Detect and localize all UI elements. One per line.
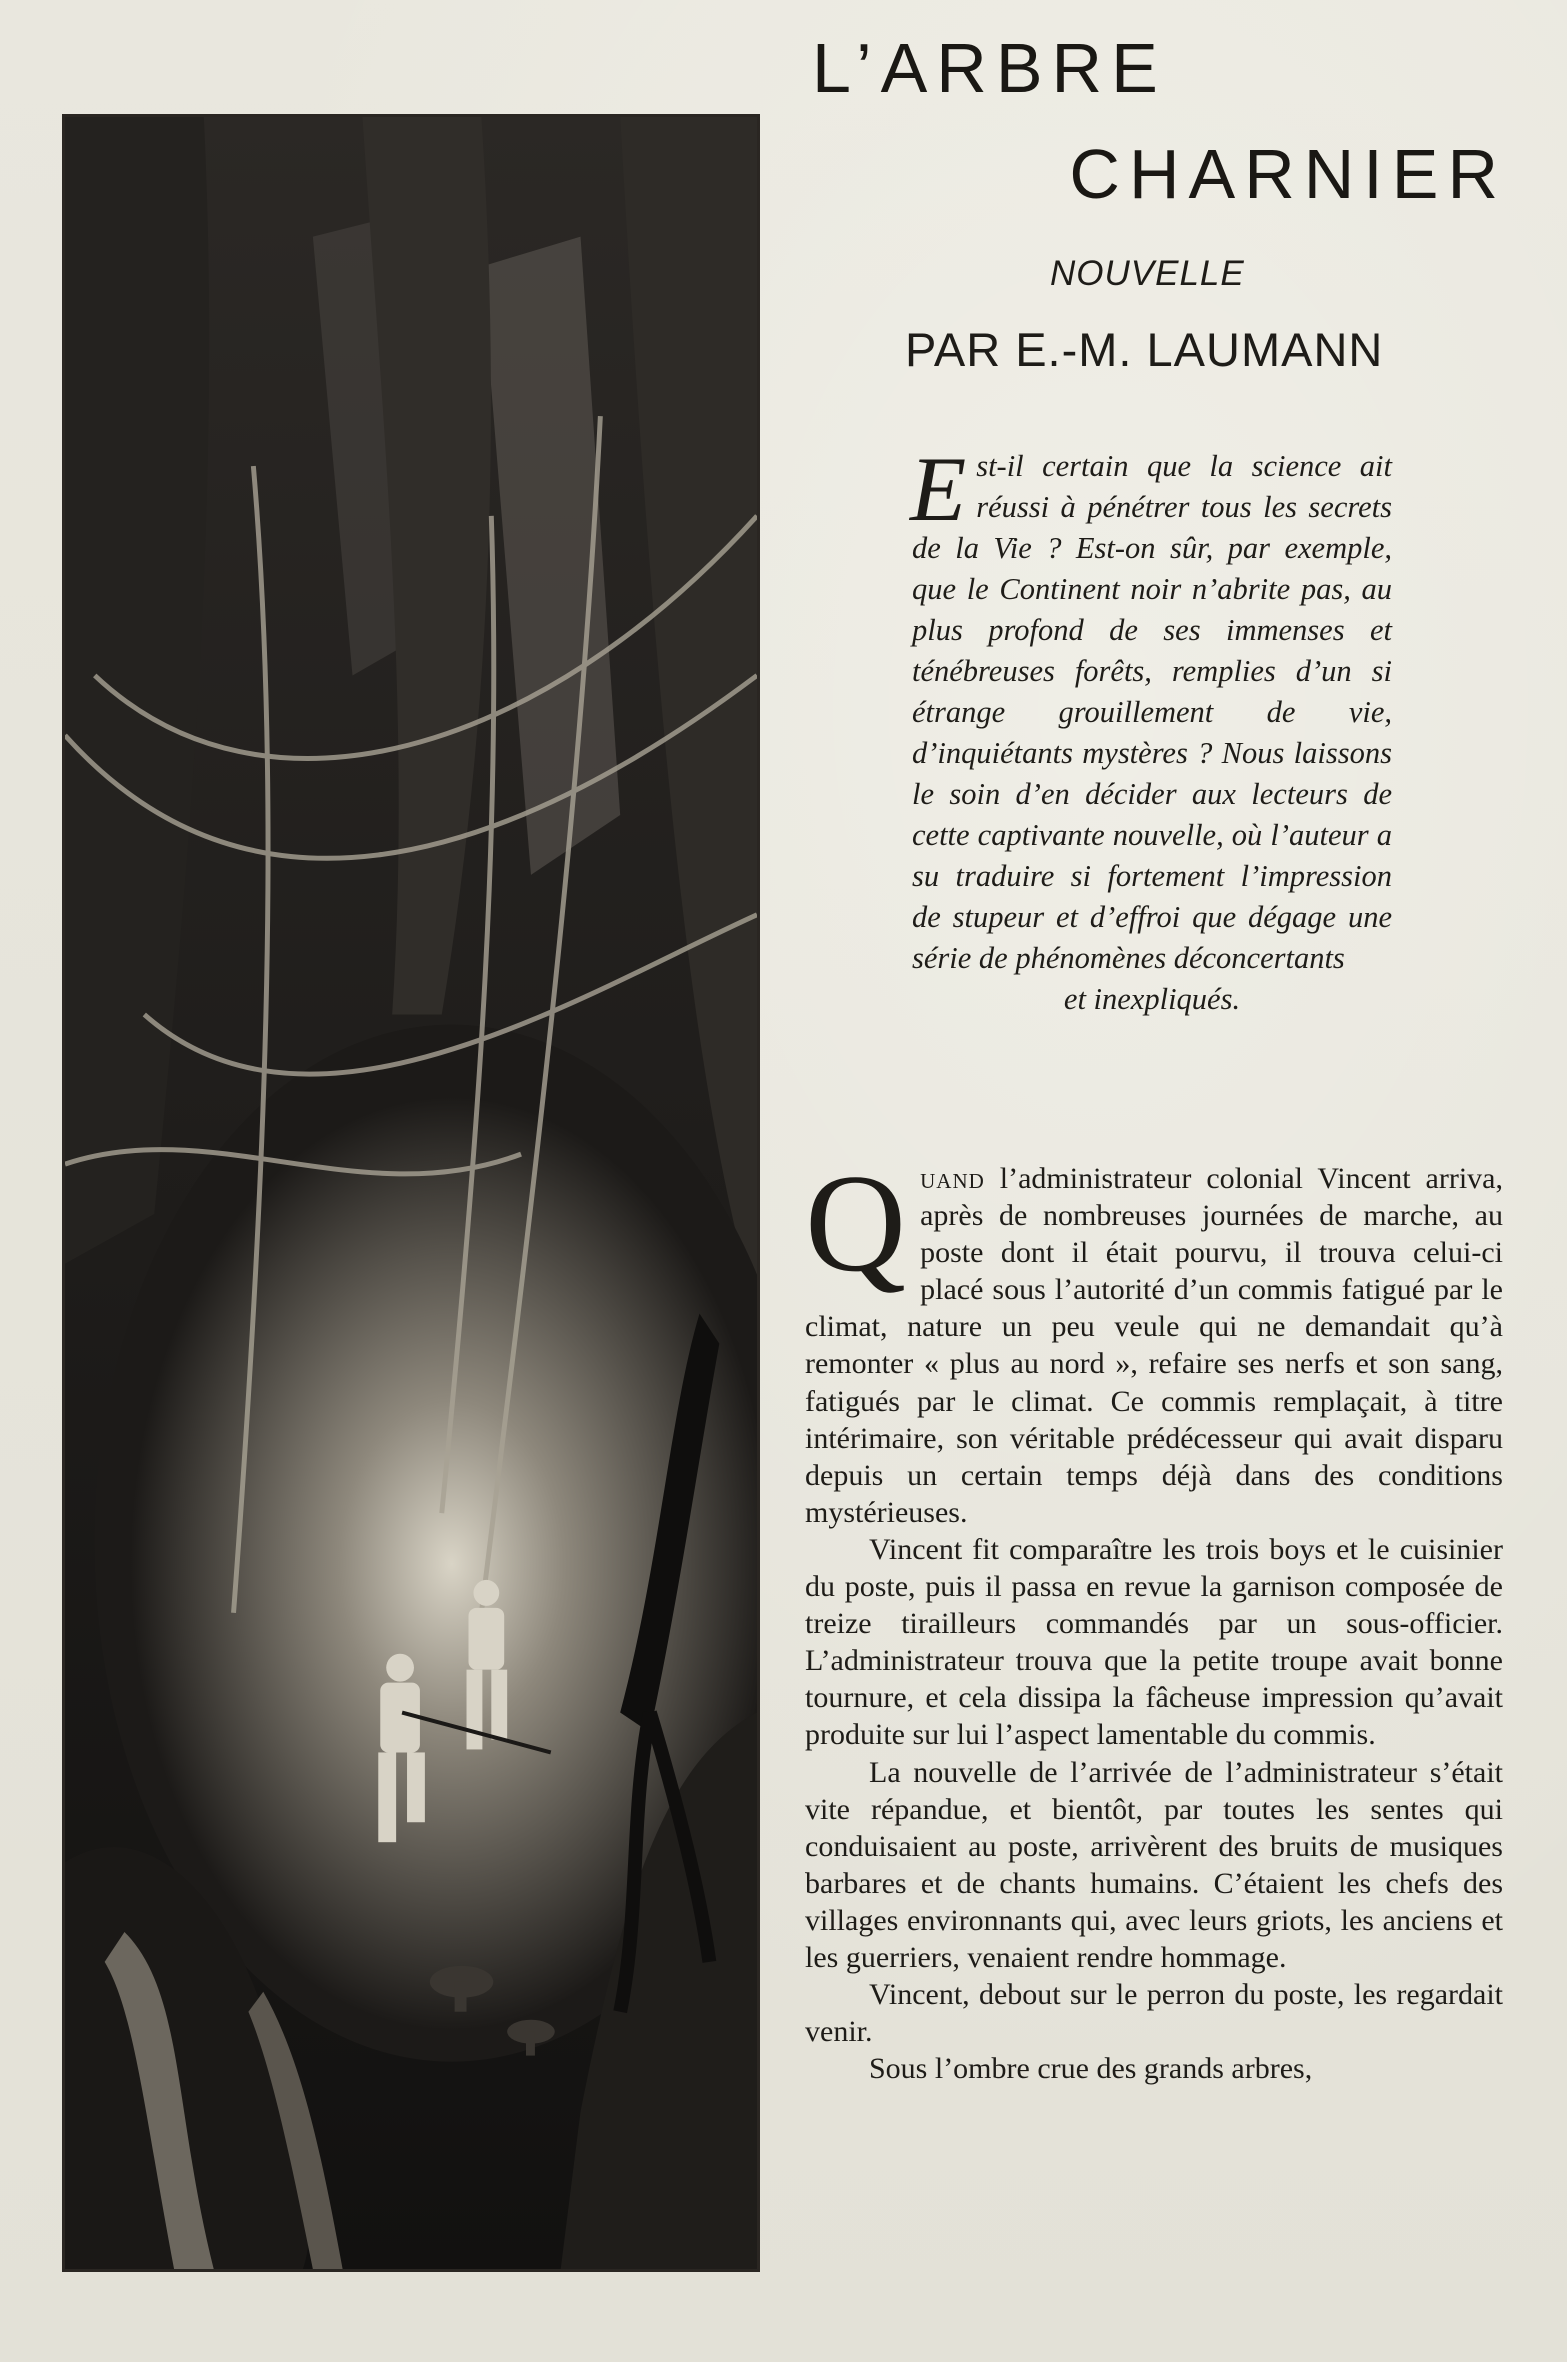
intro-last-line: et inexpliqués. xyxy=(1063,982,1241,1016)
body-paragraph-3: La nouvelle de l’arrivée de l’administrateur s’était vite répandue, et bientôt, par toutes les sentes qui conduisaient au poste, arrivèrent des bruits de musiques barbares et de chants humains. C’étaient les chefs des villages environnants qui, avec leurs griots, les anciens et les guerriers, venaient rendre hommage. xyxy=(805,1755,1503,1974)
article-intro xyxy=(910,438,1392,1020)
intro-text: st-il certain que la science ait réussi à pénétrer tous les secrets de la Vie ? Est-on sûr, par exemple, que le Continent noir n’abrite pas, au plus profond de ses immenses et ténébreuses forêts, remplies d’un si étrange grouillement de vie, d’inquiétants mystères ? Nous laissons le soin d’en décider aux lecteurs de cette captivante nouvelle, où l’auteur a su traduire si fortement l’impression de stupeur et d’effroi que dégage une série de phénomènes déconcertants xyxy=(912,449,1392,975)
article-body xyxy=(805,1146,1503,2087)
article-title-line1: L’ARBRE xyxy=(812,29,1167,107)
body-paragraph-2: Vincent fit comparaître les trois boys et le cuisinier du poste, puis il passa en revue la garnison composée de treize tirailleurs commandés par un sous-officier. L’administrateur trouva que la petite troupe avait bonne tournure, et cela dissipa la fâcheuse impression qu’avait produite sur lui l’aspect lamentable du commis. xyxy=(805,1532,1503,1752)
jungle-illustration-drawing xyxy=(65,117,757,2269)
article-byline: PAR E.-M. LAUMANN xyxy=(905,323,1384,376)
article-title-line2: CHARNIER xyxy=(1069,135,1507,213)
jungle-illustration xyxy=(62,114,760,2272)
article-genre: NOUVELLE xyxy=(1050,254,1245,293)
body-lead-smallcaps: uand xyxy=(920,1162,985,1195)
intro-dropcap: E xyxy=(910,438,967,540)
body-dropcap: Q xyxy=(805,1146,907,1301)
body-paragraph-5: Sous l’ombre crue des grands arbres, xyxy=(869,2052,1313,2086)
body-paragraph-1 xyxy=(805,1146,1503,1531)
body-paragraph-4: Vincent, debout sur le perron du poste, les regardait venir. xyxy=(805,1978,1503,2049)
body-paragraph-1-text: l’administrateur colonial Vincent arriva, après de nombreuses journées de marche, au poste dont il était pourvu, il trouva celui-ci placé sous l’autorité d’un commis fatigué par le climat, nature un peu veule qui ne demandait qu’à remonter « plus au nord », refaire ses nerfs et son sang, fatigués par le climat. Ce commis remplaçait, à titre intérimaire, son véritable prédécesseur qui avait disparu depuis un certain temps déjà dans des conditions mystérieuses. xyxy=(805,1162,1503,1529)
